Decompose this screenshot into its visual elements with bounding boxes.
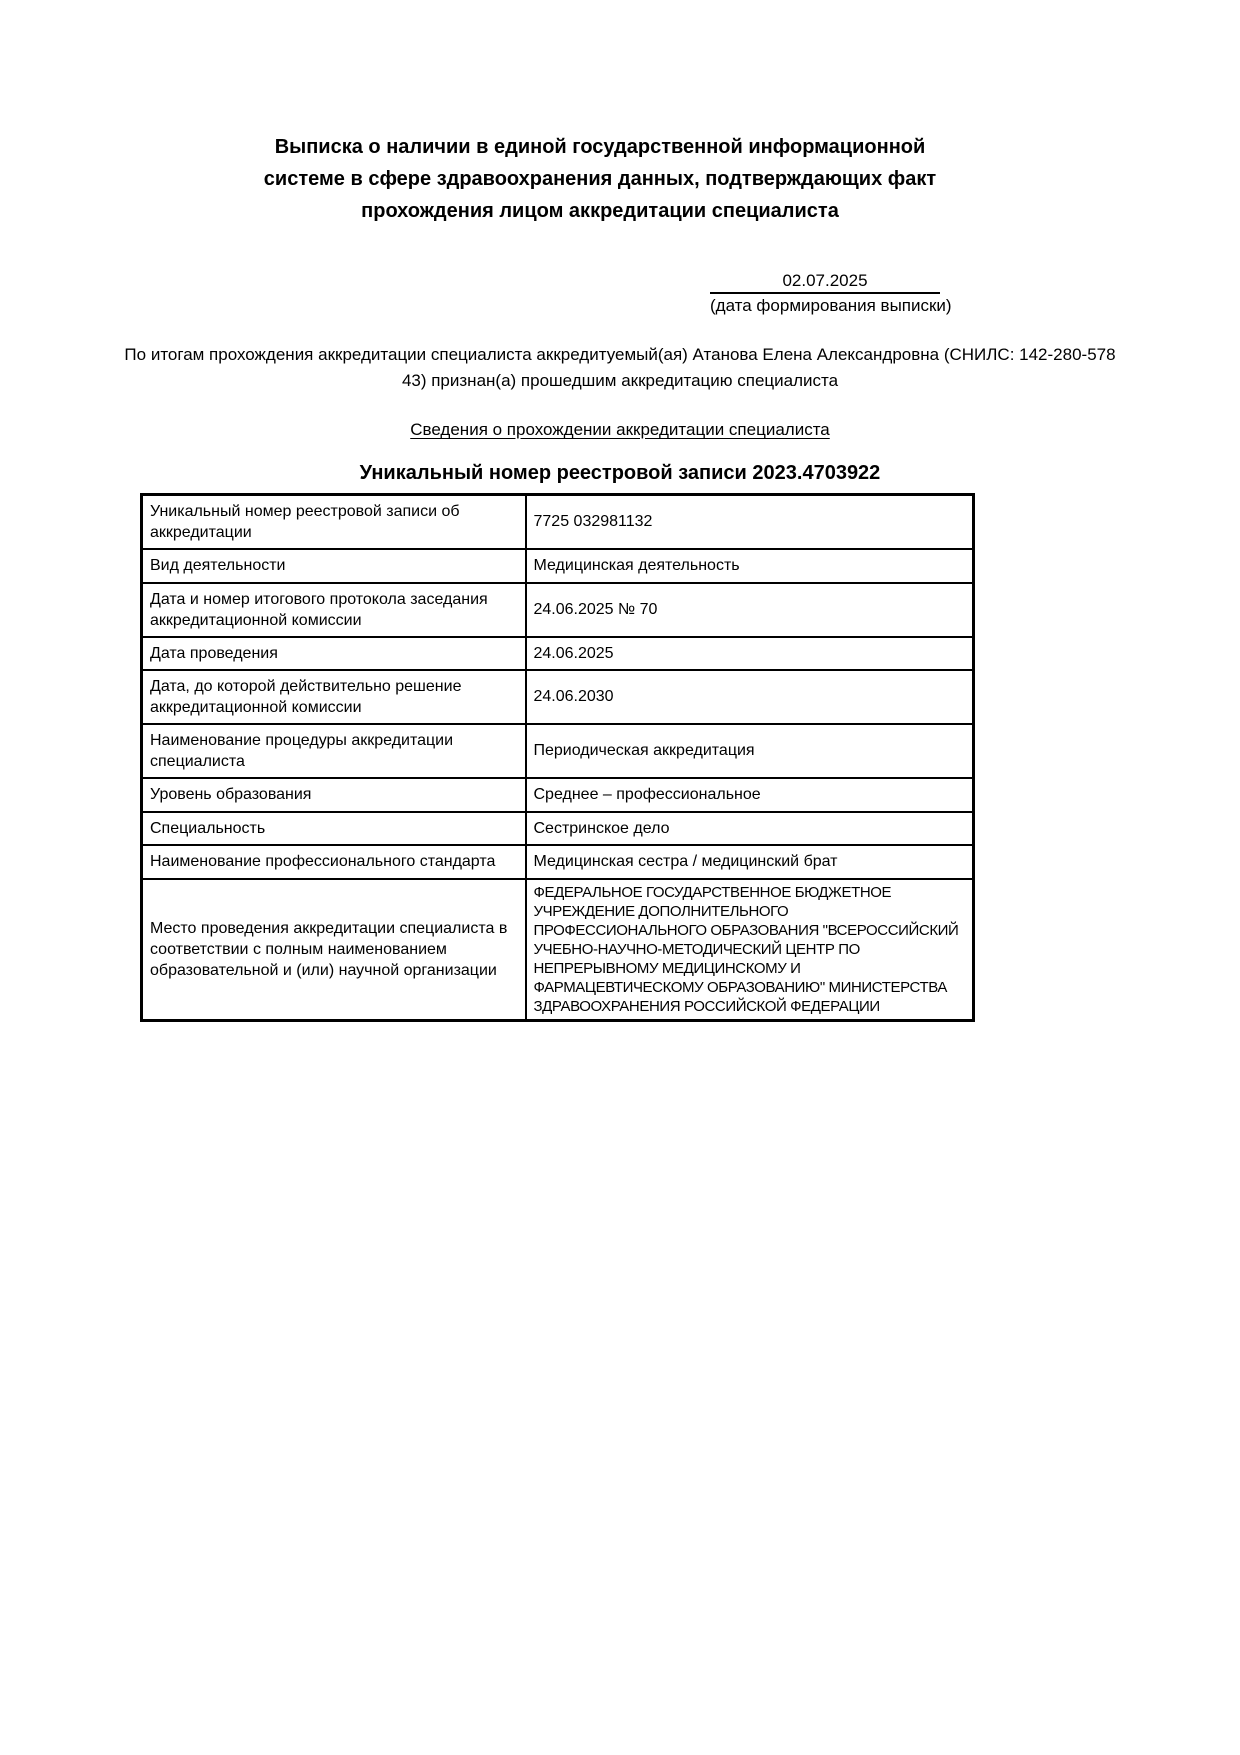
section-heading: Сведения о прохождении аккредитации специалиста bbox=[410, 420, 830, 439]
table-row bbox=[142, 879, 974, 1021]
table-row bbox=[142, 670, 974, 724]
accreditation-table-body bbox=[142, 495, 974, 1021]
formation-date-caption: (дата формирования выписки) bbox=[710, 296, 952, 315]
table-row bbox=[142, 778, 974, 812]
table-row bbox=[142, 637, 974, 670]
accreditation-table bbox=[140, 493, 975, 1022]
row-label: Уникальный номер реестровой записи об аккредитации bbox=[142, 495, 526, 549]
intro-paragraph bbox=[0, 342, 1240, 394]
table-row bbox=[142, 583, 974, 637]
row-label: Место проведения аккредитации специалиста в соответствии с полным наименованием образовательной и (или) научной организации bbox=[142, 879, 526, 1021]
title-line: системе в сфере здравоохранения данных, подтверждающих факт bbox=[263, 168, 937, 190]
row-label: Вид деятельности bbox=[142, 549, 526, 583]
row-value: 24.06.2025 № 70 bbox=[526, 583, 974, 637]
row-label: Дата, до которой действительно решение аккредитационной комиссии bbox=[142, 670, 526, 724]
title-line: Выписка о наличии в единой государственной информационной bbox=[274, 136, 926, 158]
table-row bbox=[142, 495, 974, 549]
row-value: Медицинская деятельность bbox=[526, 549, 974, 583]
row-value: ФЕДЕРАЛЬНОЕ ГОСУДАРСТВЕННОЕ БЮДЖЕТНОЕ УЧРЕЖДЕНИЕ ДОПОЛНИТЕЛЬНОГО ПРОФЕССИОНАЛЬНОГО ОБРАЗОВАНИЯ "ВСЕРОССИЙСКИЙ УЧЕБНО-НАУЧНО-МЕТОДИЧЕСКИЙ ЦЕНТР ПО НЕПРЕРЫВНОМУ МЕДИЦИНСКОМУ И ФАРМАЦЕВТИЧЕСКОМУ ОБРАЗОВАНИЮ" МИНИСТЕРСТВА ЗДРАВООХРАНЕНИЯ РОССИЙСКОЙ ФЕДЕРАЦИИ bbox=[526, 879, 974, 1021]
row-value: 24.06.2030 bbox=[526, 670, 974, 724]
table-row bbox=[142, 549, 974, 583]
formation-date-block bbox=[710, 271, 952, 315]
row-label: Дата проведения bbox=[142, 637, 526, 670]
row-value: Среднее – профессиональное bbox=[526, 778, 974, 812]
page-title bbox=[0, 0, 1200, 227]
row-label: Дата и номер итогового протокола заседания аккредитационной комиссии bbox=[142, 583, 526, 637]
registry-number-heading: Уникальный номер реестровой записи 2023.4703922 bbox=[359, 462, 881, 484]
row-value: Периодическая аккредитация bbox=[526, 724, 974, 778]
intro-line: По итогам прохождения аккредитации специалиста аккредитуемый(ая) Атанова Елена Александровна (СНИЛС: 142-280-578 bbox=[124, 345, 1116, 364]
intro-line: 43) признан(а) прошедшим аккредитацию специалиста bbox=[401, 371, 839, 390]
row-value: Медицинская сестра / медицинский брат bbox=[526, 845, 974, 879]
formation-date-value: 02.07.2025 bbox=[710, 272, 940, 294]
row-value: 24.06.2025 bbox=[526, 637, 974, 670]
row-value: 7725 032981132 bbox=[526, 495, 974, 549]
row-label: Наименование профессионального стандарта bbox=[142, 845, 526, 879]
row-label: Уровень образования bbox=[142, 778, 526, 812]
row-label: Наименование процедуры аккредитации специалиста bbox=[142, 724, 526, 778]
table-row bbox=[142, 845, 974, 879]
table-row bbox=[142, 812, 974, 845]
row-label: Специальность bbox=[142, 812, 526, 845]
title-line: прохождения лицом аккредитации специалиста bbox=[361, 200, 839, 222]
row-value: Сестринское дело bbox=[526, 812, 974, 845]
table-row bbox=[142, 724, 974, 778]
